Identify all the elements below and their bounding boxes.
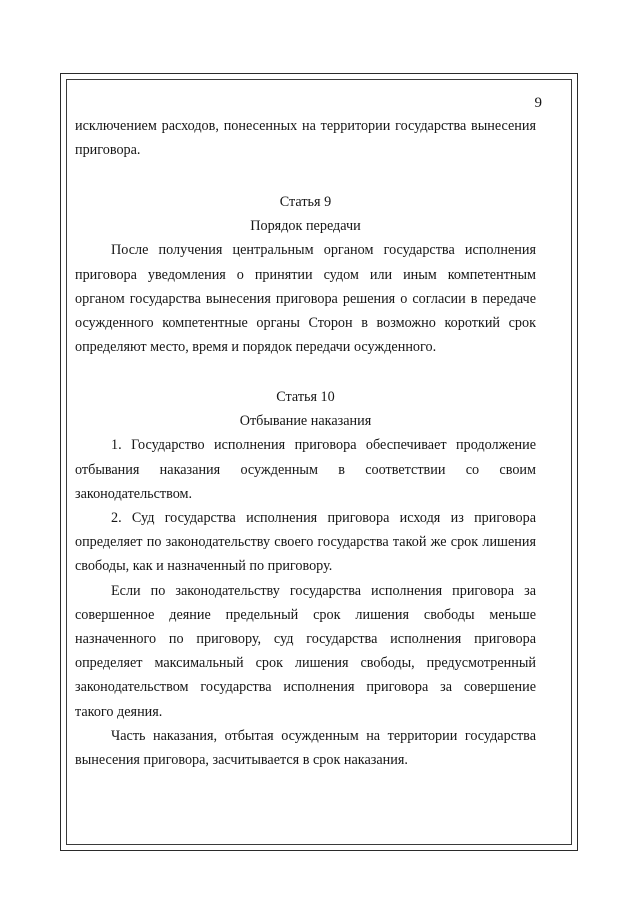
- article-9-title: Порядок передачи: [250, 218, 361, 235]
- intro-paragraph: исключением расходов, понесенных на территории государства вынесения приговора.: [75, 118, 536, 159]
- article-10-paragraph-4: Часть наказания, отбытая осужденным на территории государства вынесения приговора, засчитывается в срок наказания.: [75, 727, 536, 769]
- article-9: [75, 190, 536, 359]
- article-9-number: Статья 9: [279, 194, 332, 211]
- page-number: 9: [534, 95, 542, 111]
- article-10-paragraph-2: 2. Суд государства исполнения приговора исходя из приговора определяет по законодательству своего государства такой же срок лишения свободы, как и назначенный по приговору.: [75, 510, 536, 575]
- article-10-paragraph-3: Если по законодательству государства исполнения приговора за совершенное деяние предельный срок лишения свободы меньше назначенного по приговору, суд государства исполнения приговора определяет максимальный срок лишения свободы, предусмотренный законодательством государства исполнения приговора за совершение такого деяния.: [75, 582, 536, 720]
- article-10: [75, 385, 536, 772]
- article-10-paragraph-1: 1. Государство исполнения приговора обеспечивает продолжение отбывания наказания осужденным в соответствии со своим законодательством.: [75, 437, 536, 502]
- document-body: [75, 114, 536, 772]
- article-9-paragraph-1: После получения центральным органом государства исполнения приговора уведомления о принятии судом или иным компетентным органом государства вынесения приговора решения о согласии в передаче осужденного компетентные органы Сторон в возможно короткий срок определяют место, время и порядок передачи осужденного.: [75, 242, 536, 356]
- article-10-number: Статья 10: [276, 389, 335, 406]
- article-10-title: Отбывание наказания: [239, 413, 372, 430]
